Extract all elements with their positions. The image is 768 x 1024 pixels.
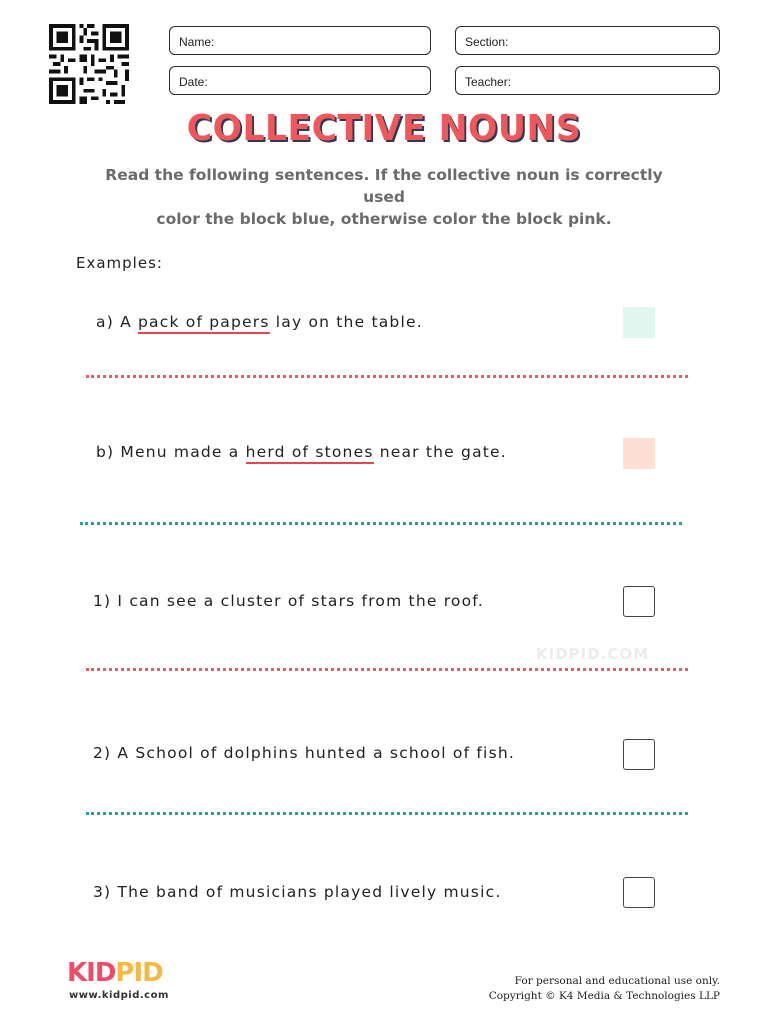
divider-red [86,668,688,671]
example-b-sentence [96,443,507,461]
teacher-field[interactable]: Teacher: [455,66,720,95]
question-2-sentence: 2) A School of dolphins hunted a school of fish. [93,744,515,762]
examples-heading: Examples: [76,254,163,272]
example-b-suffix: near the gate. [373,443,507,461]
question-3-color-block[interactable] [623,877,655,908]
instructions-line-2: color the block blue, otherwise color the block pink. [156,210,612,228]
example-b-prefix: b) Menu made a [96,443,246,461]
footer-copyright: Copyright © K4 Media & Technologies LLP [488,990,720,1002]
watermark: KIDPID.COM [536,645,650,663]
question-1-sentence: 1) I can see a cluster of stars from the roof. [93,592,484,610]
kidpid-logo [67,960,163,986]
section-field[interactable]: Section: [455,26,720,55]
example-a-suffix: lay on the table. [269,313,423,331]
site-url: www.kidpid.com [69,990,169,1001]
example-a-color-block [623,307,655,338]
question-1-color-block[interactable] [623,586,655,617]
question-3-sentence: 3) The band of musicians played lively music. [93,883,502,901]
divider-teal [80,522,682,525]
example-a-prefix: a) A [96,313,139,331]
name-field[interactable]: Name: [169,26,431,55]
example-b-collective-noun: herd of stones [246,443,374,464]
question-2-color-block[interactable] [623,739,655,770]
date-field[interactable]: Date: [169,66,431,95]
footer [489,974,720,1004]
qr-code-icon [47,24,131,104]
divider-red [86,375,688,378]
instructions [84,164,684,230]
logo-pid: PID [115,958,163,988]
page-title: COLLECTIVE NOUNS [186,108,582,149]
instructions-line-1: Read the following sentences. If the collective noun is correctly used [105,166,663,206]
example-a-collective-noun: pack of papers [138,313,270,334]
divider-teal [86,812,688,815]
footer-usage-note: For personal and educational use only. [514,975,720,987]
example-a-sentence [96,313,423,331]
logo-kid: KID [67,958,116,988]
example-b-color-block [623,438,655,469]
